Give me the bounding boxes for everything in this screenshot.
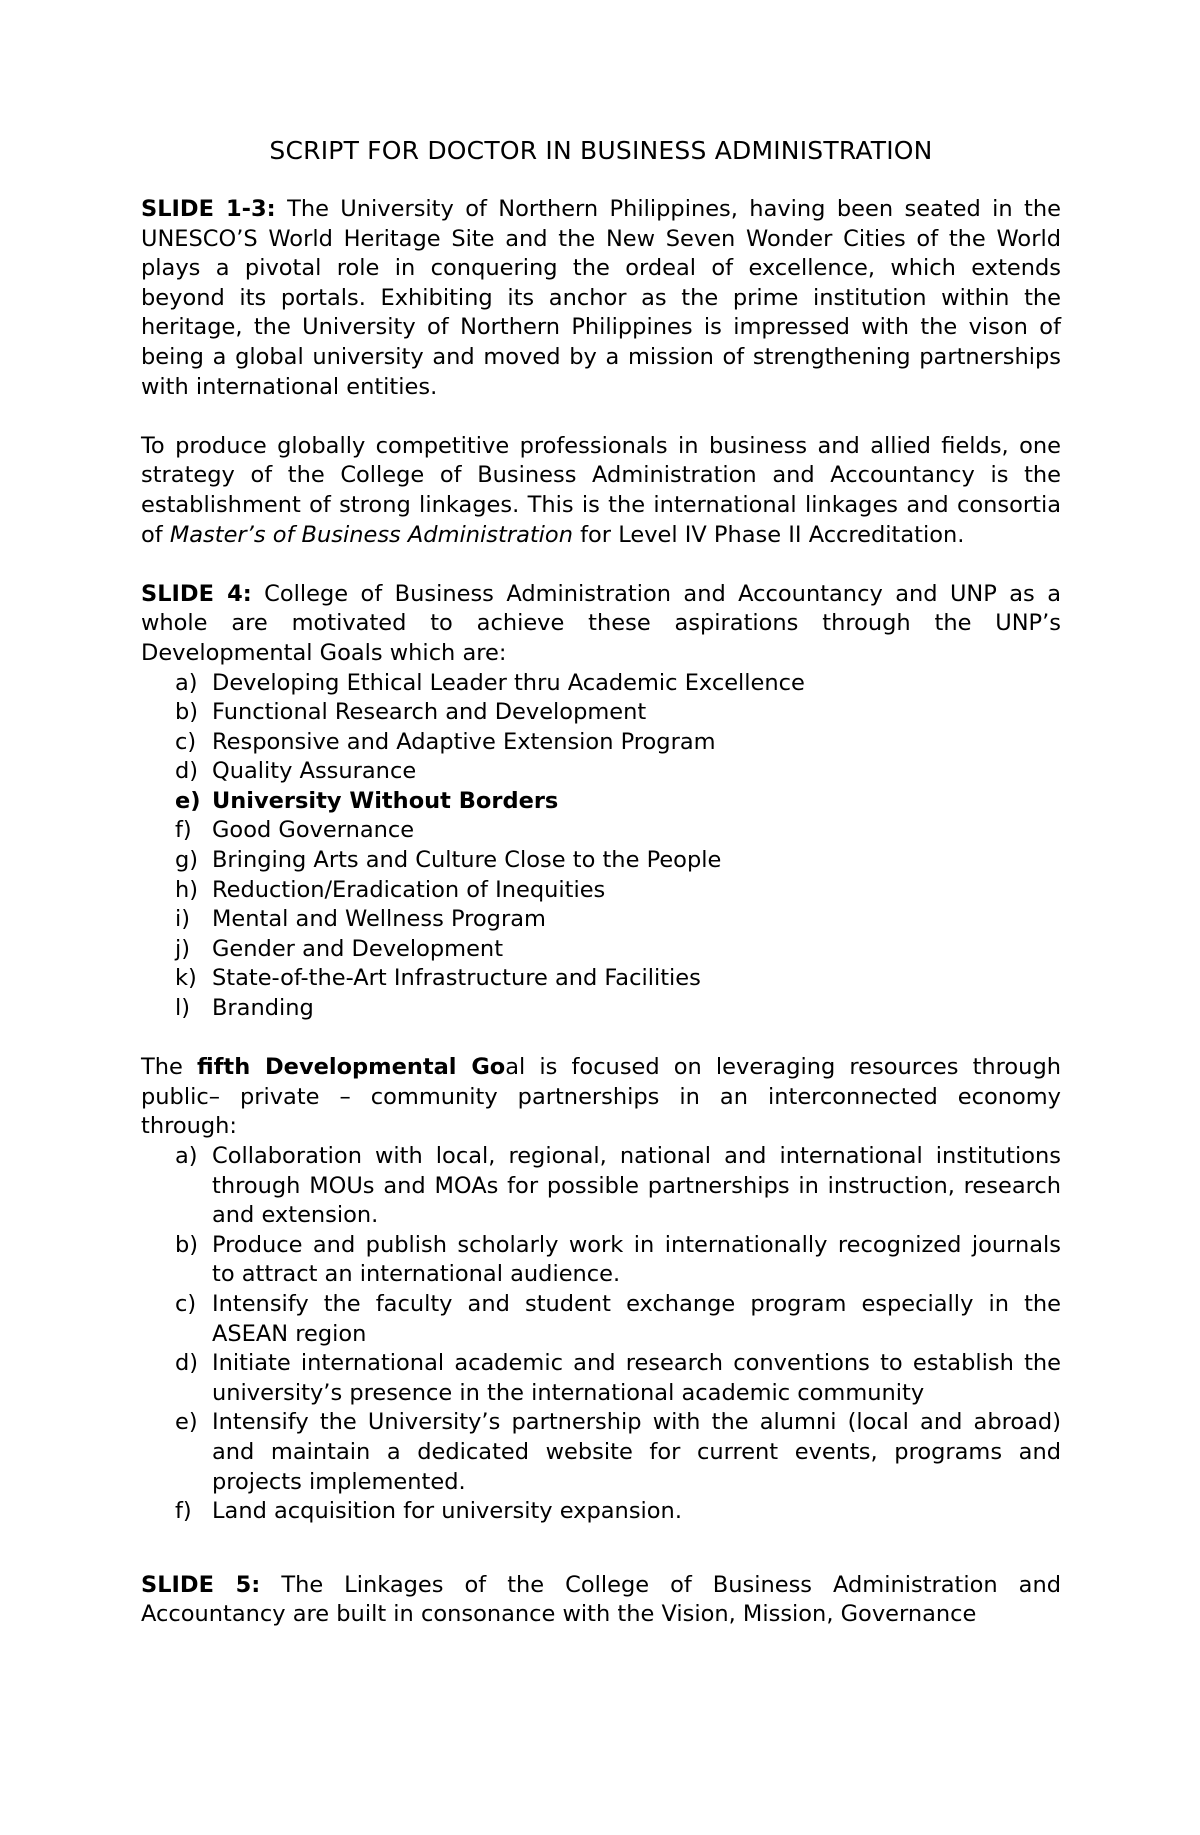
- fifth-goal-bold: fifth Developmental Go: [196, 1054, 506, 1081]
- list-item: a) Developing Ethical Leader thru Academic Excellence: [175, 669, 805, 696]
- slide-5-label: SLIDE 5:: [141, 1571, 261, 1598]
- slide-5-text: The Linkages of the College of Business Administration and Accountancy are built in consonance with the Vision, Mission, Governance: [141, 1571, 1061, 1628]
- fifth-goal-text-before: The: [141, 1054, 197, 1081]
- slide-1-3-paragraph: [141, 195, 1061, 402]
- list-item: k) State-of-the-Art Infrastructure and Facilities: [175, 965, 701, 992]
- strategy-italic-program: Master’s of Business Administration: [169, 521, 573, 548]
- list-item: f) Good Governance: [175, 817, 415, 844]
- document-page: [141, 135, 1061, 1630]
- fifth-goal-text-after: al is focused on leveraging resources through public– private – community partnerships in an interconnected economy through:: [141, 1054, 1061, 1140]
- list-item: i) Mental and Wellness Program: [175, 906, 546, 933]
- strategy-paragraph: [141, 432, 1061, 550]
- developmental-goals-list: [141, 669, 1061, 1024]
- slide-4-label: SLIDE 4:: [141, 580, 252, 607]
- list-item: c) Responsive and Adaptive Extension Program: [175, 728, 716, 755]
- fifth-goal-paragraph: [141, 1053, 1061, 1142]
- list-item: h) Reduction/Eradication of Inequities: [175, 876, 606, 903]
- list-item: a) Collaboration with local, regional, national and international institutions through MOUs and MOAs for possible partnerships in instruction, research and extension.: [175, 1143, 1061, 1229]
- list-item: b) Functional Research and Development: [175, 699, 647, 726]
- list-item: l) Branding: [175, 995, 314, 1022]
- list-item: f) Land acquisition for university expansion.: [175, 1498, 682, 1525]
- slide-4-paragraph: [141, 580, 1061, 669]
- strategy-text-after: for Level IV Phase II Accreditation.: [572, 521, 965, 548]
- list-item: e) Intensify the University’s partnership with the alumni (local and abroad) and maintain a dedicated website for current events, programs and projects implemented.: [175, 1409, 1061, 1495]
- strategy-text-before: To produce globally competitive professionals in business and allied fields, one strategy of the College of Business Administration and Accountancy is the establishment of strong linkages. This is the international linkages and consortia of: [141, 432, 1061, 548]
- list-item: g) Bringing Arts and Culture Close to the People: [175, 847, 722, 874]
- list-item-highlighted: e) University Without Borders: [175, 787, 559, 814]
- list-item: j) Gender and Development: [175, 935, 504, 962]
- slide-4-text: College of Business Administration and Accountancy and UNP as a whole are motivated to achieve these aspirations through the UNP’s Developmental Goals which are:: [141, 580, 1061, 666]
- slide-5-paragraph: [141, 1571, 1061, 1630]
- list-item: c) Intensify the faculty and student exchange program especially in the ASEAN region: [175, 1290, 1061, 1347]
- list-item: d) Initiate international academic and research conventions to establish the university’s presence in the international academic community: [175, 1350, 1061, 1406]
- document-title: SCRIPT FOR DOCTOR IN BUSINESS ADMINISTRATION: [269, 136, 933, 165]
- list-item: b) Produce and publish scholarly work in internationally recognized journals to attract an international audience.: [175, 1231, 1061, 1288]
- list-item: d) Quality Assurance: [175, 758, 417, 785]
- fifth-goal-strategies-list: [141, 1142, 1061, 1527]
- slide-1-3-label: SLIDE 1-3:: [141, 196, 276, 222]
- slide-1-3-text: The University of Northern Philippines, having been seated in the UNESCO’S World Heritage Site and the New Seven Wonder Cities of the World plays a pivotal role in conquering the ordeal of excellence, which extends beyond its portals. Exhibiting its anchor as the prime institution within the heritage, the University of Northern Philippines is impressed with the vison of being a global university and moved by a mission of strengthening partnerships with international entities.: [141, 196, 1061, 400]
